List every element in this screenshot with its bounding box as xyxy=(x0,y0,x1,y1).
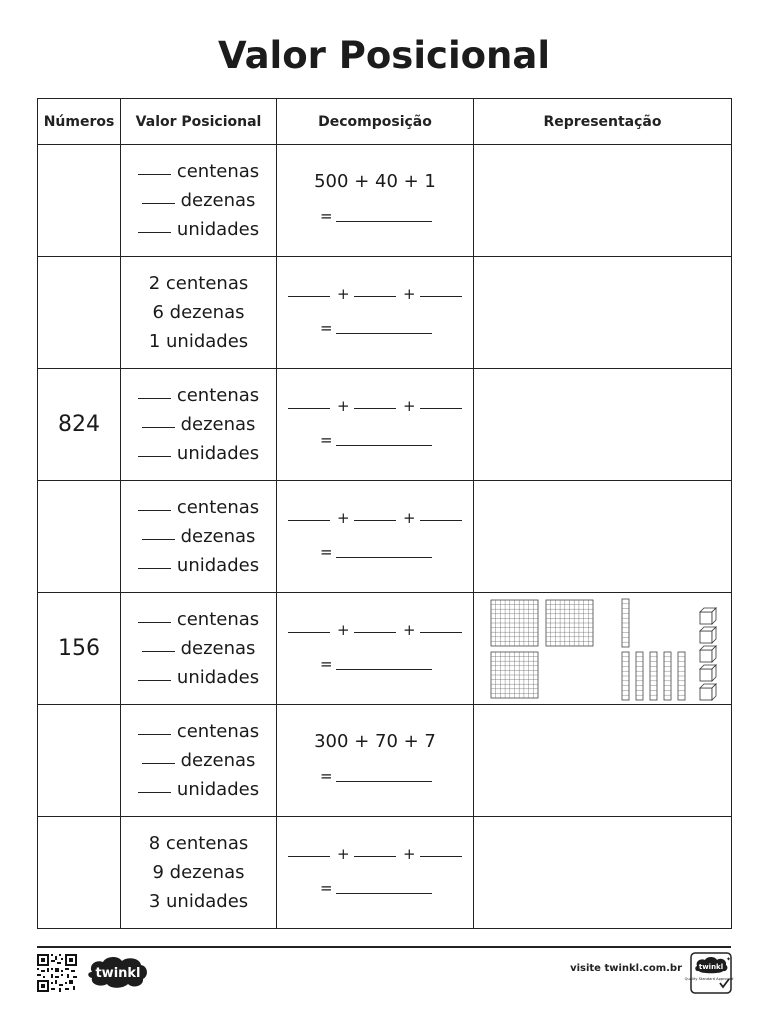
visit-website-text: visite twinkl.com.br xyxy=(570,963,682,974)
place-value-line xyxy=(121,493,276,522)
place-value-line xyxy=(121,775,276,804)
twinkl-logo xyxy=(86,955,150,989)
total-answer-blank[interactable] xyxy=(336,893,432,894)
place-value-cell xyxy=(121,817,277,929)
header-valor-posicional: Valor Posicional xyxy=(121,99,277,145)
answer-blank[interactable] xyxy=(288,856,330,857)
table-row xyxy=(38,369,732,481)
hundred-flat xyxy=(491,652,538,698)
table-row xyxy=(38,257,732,369)
answer-blank[interactable] xyxy=(138,510,171,511)
decomposition-cell xyxy=(277,145,474,257)
decomposition-blanks xyxy=(288,621,464,641)
table-row xyxy=(38,593,732,705)
number-cell: 156 xyxy=(38,593,121,705)
hundred-flat xyxy=(491,600,538,646)
qr-code-icon xyxy=(37,954,77,992)
place-value-cell xyxy=(121,369,277,481)
answer-blank[interactable] xyxy=(138,232,171,233)
representation-cell[interactable] xyxy=(474,481,732,593)
answer-blank[interactable] xyxy=(138,792,171,793)
answer-blank[interactable] xyxy=(138,456,171,457)
place-value-line xyxy=(121,746,276,775)
place-value-label: unidades xyxy=(176,555,260,576)
ten-rod xyxy=(636,652,643,700)
answer-blank[interactable] xyxy=(138,622,171,623)
place-value-line xyxy=(121,663,276,692)
plus-sign: + xyxy=(403,845,416,863)
place-value-label: 1 unidades xyxy=(148,331,249,352)
decomposition-cell xyxy=(277,817,474,929)
decomposition-cell xyxy=(277,257,474,369)
ten-rod xyxy=(622,652,629,700)
plus-sign: + xyxy=(337,397,350,415)
place-value-label: 2 centenas xyxy=(148,273,249,294)
place-value-line xyxy=(121,381,276,410)
place-value-cell xyxy=(121,705,277,817)
place-value-label: dezenas xyxy=(180,414,256,435)
place-value-line xyxy=(121,215,276,244)
place-value-label: dezenas xyxy=(180,190,256,211)
header-decomposicao: Decomposição xyxy=(277,99,474,145)
answer-blank[interactable] xyxy=(420,632,462,633)
place-value-label: unidades xyxy=(176,667,260,688)
answer-blank[interactable] xyxy=(420,296,462,297)
quality-badge-icon xyxy=(684,952,734,994)
place-value-line xyxy=(121,522,276,551)
number-cell[interactable] xyxy=(38,817,121,929)
place-value-label: dezenas xyxy=(180,750,256,771)
answer-blank[interactable] xyxy=(420,856,462,857)
place-value-line xyxy=(121,605,276,634)
answer-blank[interactable] xyxy=(142,203,175,204)
one-cube xyxy=(700,684,716,700)
equals-sign: = xyxy=(320,543,333,561)
answer-blank[interactable] xyxy=(354,296,396,297)
place-value-label: centenas xyxy=(176,497,260,518)
place-value-label: 6 dezenas xyxy=(152,302,245,323)
footer-divider xyxy=(37,946,731,948)
decomposition-blanks xyxy=(288,397,464,417)
badge-quality-text: Quality Standard Approved xyxy=(684,977,734,981)
ten-rod xyxy=(622,599,629,647)
decomposition-cell xyxy=(277,593,474,705)
plus-sign: + xyxy=(337,509,350,527)
place-value-line xyxy=(121,887,276,916)
place-value-label: centenas xyxy=(176,609,260,630)
place-value-label: 9 dezenas xyxy=(152,862,245,883)
plus-sign: + xyxy=(403,285,416,303)
equals-sign: = xyxy=(320,655,333,673)
place-value-line xyxy=(121,157,276,186)
place-value-cell xyxy=(121,481,277,593)
plus-sign: + xyxy=(403,397,416,415)
place-value-line xyxy=(121,410,276,439)
decomposition-expression: 300 + 70 + 7 xyxy=(314,731,436,752)
number-cell[interactable] xyxy=(38,705,121,817)
decomposition-blanks xyxy=(288,509,464,529)
place-value-line xyxy=(121,269,276,298)
page-title: Valor Posicional xyxy=(217,34,551,77)
answer-blank[interactable] xyxy=(138,398,171,399)
table-row xyxy=(38,145,732,257)
equals-sign: = xyxy=(320,879,333,897)
total-answer-blank[interactable] xyxy=(336,557,432,558)
equals-sign: = xyxy=(320,207,333,225)
place-value-line xyxy=(121,858,276,887)
equals-sign: = xyxy=(320,767,333,785)
place-value-label: centenas xyxy=(176,385,260,406)
decomposition-blanks xyxy=(288,285,464,305)
answer-blank[interactable] xyxy=(354,632,396,633)
place-value-line xyxy=(121,717,276,746)
place-value-line xyxy=(121,186,276,215)
one-cube xyxy=(700,665,716,681)
total-answer-blank[interactable] xyxy=(336,221,432,222)
table-row xyxy=(38,817,732,929)
place-value-cell xyxy=(121,257,277,369)
place-value-label: dezenas xyxy=(180,526,256,547)
plus-sign: + xyxy=(337,285,350,303)
place-value-label: centenas xyxy=(176,161,260,182)
decomposition-cell xyxy=(277,369,474,481)
header-representacao: Representação xyxy=(474,99,732,145)
place-value-label: centenas xyxy=(176,721,260,742)
answer-blank[interactable] xyxy=(138,734,171,735)
answer-blank[interactable] xyxy=(142,763,175,764)
badge-star-icon: ✦ xyxy=(726,956,732,963)
place-value-label: dezenas xyxy=(180,638,256,659)
number-cell[interactable] xyxy=(38,145,121,257)
table-row xyxy=(38,705,732,817)
place-value-label: unidades xyxy=(176,443,260,464)
answer-blank[interactable] xyxy=(142,539,175,540)
representation-cell[interactable] xyxy=(474,593,732,705)
representation-cell[interactable] xyxy=(474,257,732,369)
place-value-line xyxy=(121,298,276,327)
total-answer-blank[interactable] xyxy=(336,333,432,334)
representation-cell[interactable] xyxy=(474,369,732,481)
answer-blank[interactable] xyxy=(288,296,330,297)
place-value-cell xyxy=(121,145,277,257)
one-cube xyxy=(700,646,716,662)
place-value-line xyxy=(121,829,276,858)
total-answer-blank[interactable] xyxy=(336,781,432,782)
place-value-line xyxy=(121,327,276,356)
answer-blank[interactable] xyxy=(288,632,330,633)
answer-blank[interactable] xyxy=(142,651,175,652)
answer-blank[interactable] xyxy=(138,174,171,175)
place-value-table xyxy=(37,98,732,929)
plus-sign: + xyxy=(337,621,350,639)
answer-blank[interactable] xyxy=(142,427,175,428)
place-value-cell xyxy=(121,593,277,705)
answer-blank[interactable] xyxy=(138,568,171,569)
number-cell: 824 xyxy=(38,369,121,481)
plus-sign: + xyxy=(337,845,350,863)
number-cell[interactable] xyxy=(38,257,121,369)
representation-cell[interactable] xyxy=(474,145,732,257)
one-cube xyxy=(700,608,716,624)
answer-blank[interactable] xyxy=(354,856,396,857)
header-row xyxy=(38,99,732,145)
decomposition-expression: 500 + 40 + 1 xyxy=(314,171,436,192)
one-cube xyxy=(700,627,716,643)
answer-blank[interactable] xyxy=(354,520,396,521)
badge-brand-text: twinkl xyxy=(698,963,724,971)
place-value-line xyxy=(121,439,276,468)
representation-cell[interactable] xyxy=(474,817,732,929)
place-value-label: unidades xyxy=(176,779,260,800)
twinkl-logo-text: twinkl xyxy=(95,966,141,981)
number-cell[interactable] xyxy=(38,481,121,593)
answer-blank[interactable] xyxy=(420,520,462,521)
ten-rod xyxy=(650,652,657,700)
plus-sign: + xyxy=(403,509,416,527)
answer-blank[interactable] xyxy=(288,520,330,521)
representation-cell[interactable] xyxy=(474,705,732,817)
place-value-label: 8 centenas xyxy=(148,833,249,854)
equals-sign: = xyxy=(320,319,333,337)
answer-blank[interactable] xyxy=(138,680,171,681)
answer-blank[interactable] xyxy=(420,408,462,409)
base-ten-blocks xyxy=(474,594,730,704)
total-answer-blank[interactable] xyxy=(336,669,432,670)
place-value-line xyxy=(121,551,276,580)
decomposition-cell xyxy=(277,705,474,817)
decomposition-cell xyxy=(277,481,474,593)
hundred-flat xyxy=(546,600,593,646)
place-value-line xyxy=(121,634,276,663)
decomposition-blanks xyxy=(288,845,464,865)
ten-rod xyxy=(664,652,671,700)
plus-sign: + xyxy=(403,621,416,639)
place-value-label: 3 unidades xyxy=(148,891,249,912)
total-answer-blank[interactable] xyxy=(336,445,432,446)
answer-blank[interactable] xyxy=(354,408,396,409)
table-row xyxy=(38,481,732,593)
equals-sign: = xyxy=(320,431,333,449)
ten-rod xyxy=(678,652,685,700)
place-value-label: unidades xyxy=(176,219,260,240)
answer-blank[interactable] xyxy=(288,408,330,409)
header-numeros: Números xyxy=(38,99,121,145)
